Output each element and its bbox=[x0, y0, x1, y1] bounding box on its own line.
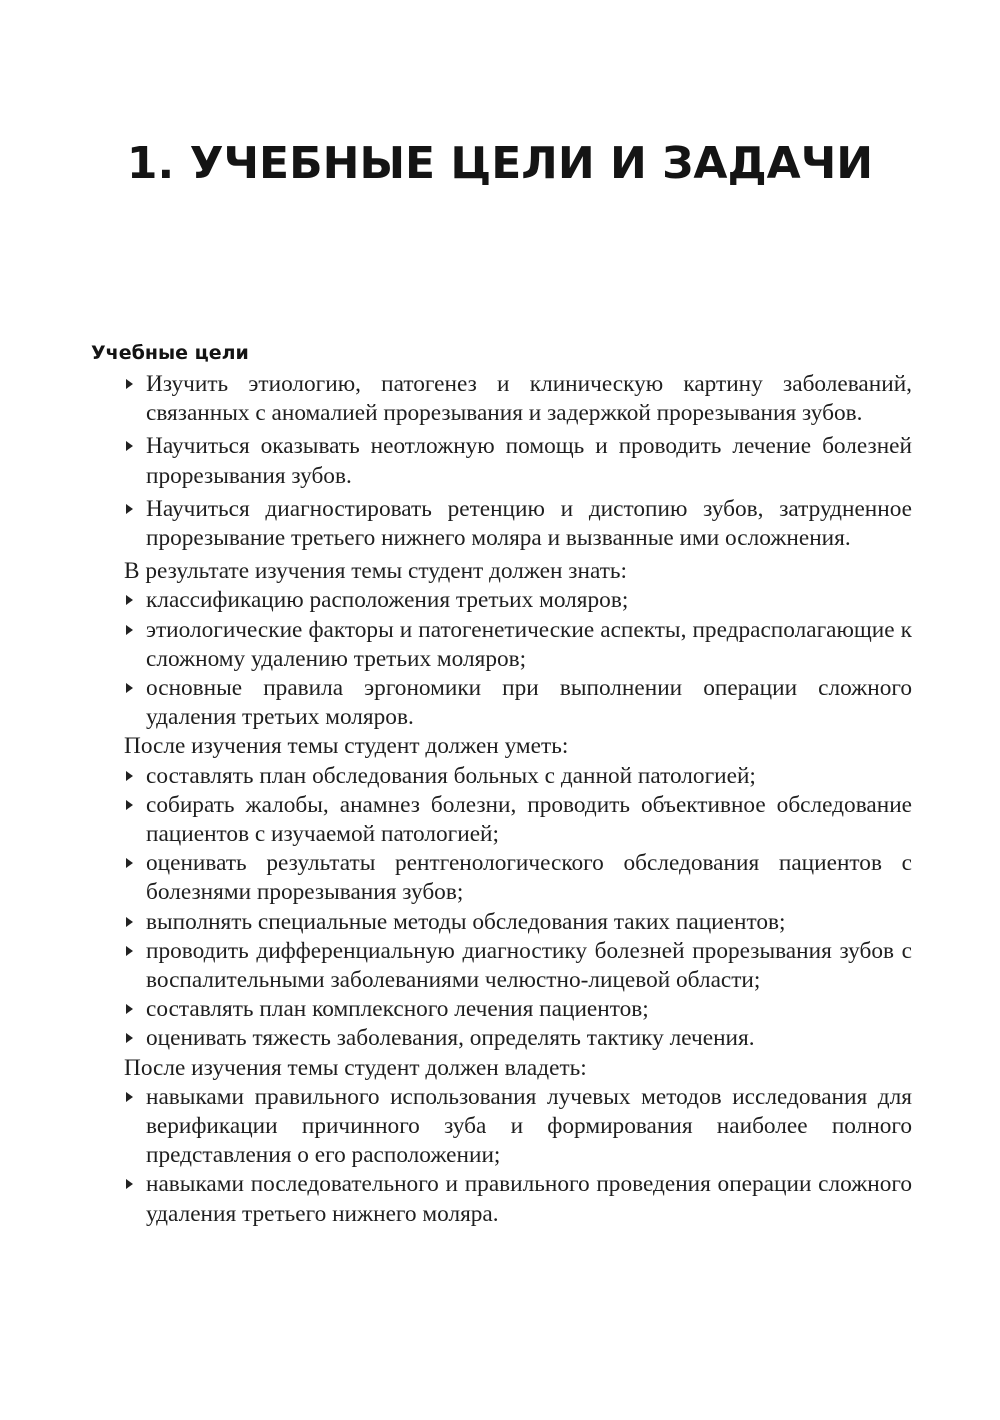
able-item: составлять план обследования больных с данной патологией; bbox=[124, 762, 912, 791]
able-item: составлять план комплексного лечения пациентов; bbox=[124, 995, 912, 1024]
master-list bbox=[124, 1083, 912, 1229]
able-intro: После изучения темы студент должен уметь: bbox=[124, 733, 569, 760]
content-body bbox=[124, 370, 912, 1229]
know-item: классификацию расположения третьих моляров; bbox=[124, 586, 912, 615]
know-intro: В результате изучения темы студент должен знать: bbox=[124, 558, 627, 585]
goal-item: Научиться диагностировать ретенцию и дистопию зубов, затрудненное прорезывание третьего нижнего моляра и вызванные ими осложнения. bbox=[124, 495, 912, 553]
know-list bbox=[124, 586, 912, 732]
goal-item: Научиться оказывать неотложную помощь и проводить лечение болезней прорезывания зубов. bbox=[124, 432, 912, 490]
able-item: проводить дифференциальную диагностику болезней прорезывания зубов с воспалительными заболеваниями челюстно-лицевой области; bbox=[124, 937, 912, 995]
able-item: собирать жалобы, анамнез болезни, проводить объективное обследование пациентов с изучаемой патологией; bbox=[124, 791, 912, 849]
master-item: навыками правильного использования лучевых методов исследования для верификации причинного зуба и формирования наиболее полного представления о его расположении; bbox=[124, 1083, 912, 1171]
chapter-title: 1. УЧЕБНЫЕ ЦЕЛИ И ЗАДАЧИ bbox=[126, 138, 874, 189]
goals-list bbox=[124, 370, 912, 553]
master-intro: После изучения темы студент должен владеть: bbox=[124, 1054, 587, 1081]
know-item: этиологические факторы и патогенетические аспекты, предрасполагающие к сложному удалению третьих моляров; bbox=[124, 616, 912, 674]
section-heading: Учебные цели bbox=[91, 342, 249, 364]
able-list bbox=[124, 762, 912, 1054]
able-item: оценивать тяжесть заболевания, определять тактику лечения. bbox=[124, 1024, 912, 1053]
able-item: выполнять специальные методы обследования таких пациентов; bbox=[124, 908, 912, 937]
able-item: оценивать результаты рентгенологического обследования пациентов с болезнями прорезывания зубов; bbox=[124, 849, 912, 907]
know-item: основные правила эргономики при выполнении операции сложного удаления третьих моляров. bbox=[124, 674, 912, 732]
master-item: навыками последовательного и правильного проведения операции сложного удаления третьего нижнего моляра. bbox=[124, 1170, 912, 1228]
goal-item: Изучить этиологию, патогенез и клиническую картину заболеваний, связанных с аномалией прорезывания и задержкой прорезывания зубов. bbox=[124, 370, 912, 428]
